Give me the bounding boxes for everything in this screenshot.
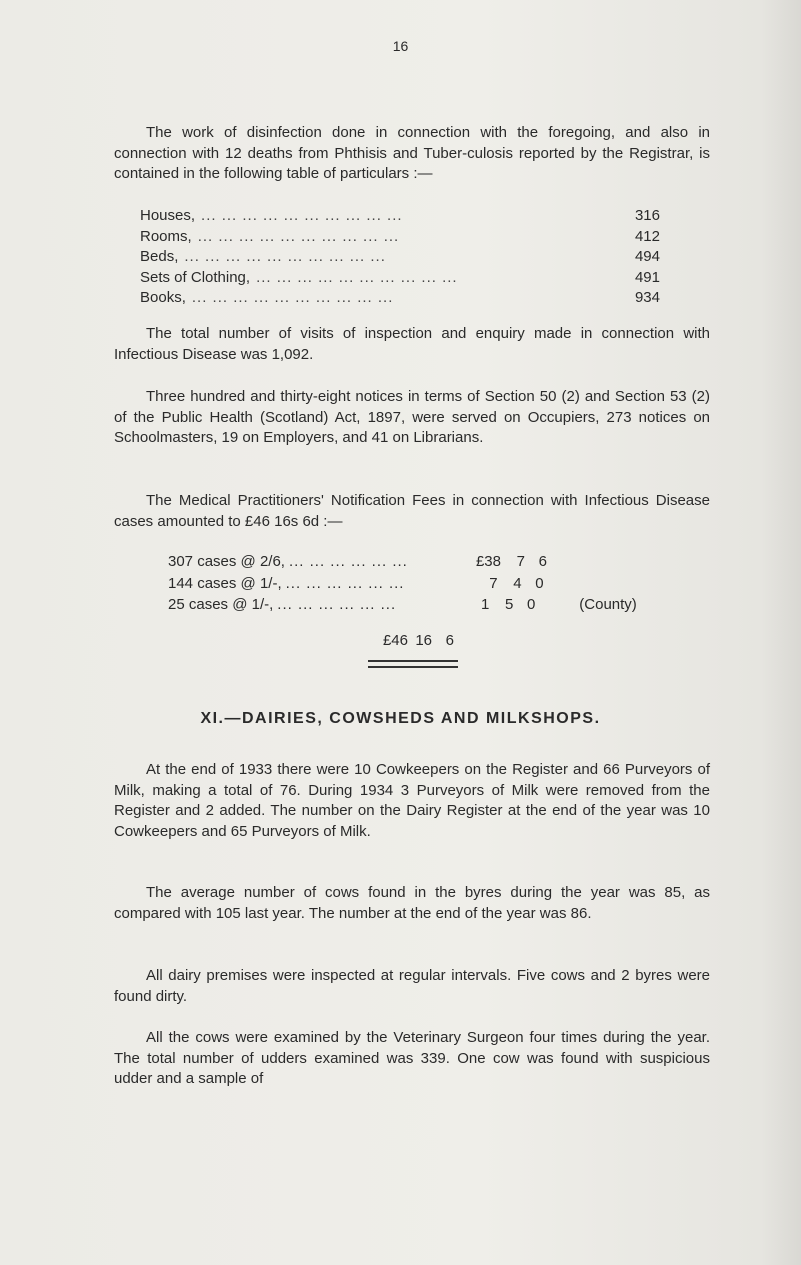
leader-dots: ... ... ... ... ... ... (285, 574, 405, 592)
fee-label: 307 cases @ 2/6, (168, 553, 285, 570)
fee-amount (461, 553, 583, 570)
fees-total (376, 632, 506, 649)
notices-paragraph: Three hundred and thirty-eight notices in terms of Section 50 (2) and Section 53 (2) of the Public Health (Scotland) Act, 1897, were served on Occupiers, 273 notices on Schoolmasters, 19 on Employers, and 41 on Librarians. (114, 388, 710, 446)
fee-label: 25 cases @ 1/-, (168, 596, 274, 613)
disinfection-table (140, 207, 660, 310)
fee-note: (County) (579, 596, 637, 613)
fee-pence: 0 (526, 596, 536, 613)
fee-amount (449, 596, 571, 613)
disinfection-row-beds (140, 248, 660, 269)
leader-dots: ... ... ... ... ... ... ... ... ... ... (191, 289, 394, 306)
dairies-paragraph-2: The average number of cows found in the byres during the year was 85, as compared with 105 last year. The number at the end of the year was 86. (114, 884, 710, 922)
disinfection-row-houses (140, 207, 660, 228)
item-label: Books, (140, 289, 186, 306)
item-label: Rooms, (140, 227, 192, 245)
item-value: 491 (634, 268, 660, 286)
fee-pounds: 1 (480, 596, 490, 613)
fee-pounds: £38 (475, 553, 501, 570)
fees-row (168, 596, 688, 618)
item-label: Houses, (140, 207, 196, 224)
fee-amount (458, 575, 580, 592)
leader-dots: ... ... ... ... ... ... ... ... ... ... (197, 227, 400, 245)
fee-label: 144 cases @ 1/-, (168, 574, 282, 592)
total-shillings: 16 (415, 632, 432, 649)
leader-dots: ... ... ... ... ... ... (277, 596, 397, 613)
item-label: Beds, (140, 248, 179, 265)
visits-paragraph: The total number of visits of inspection and enquiry made in connection with Infectious Disease was 1,092. (114, 325, 710, 363)
total-pounds: £46 (382, 632, 408, 649)
total-double-rule (368, 660, 458, 668)
fee-shillings: 5 (504, 596, 514, 613)
total-pence: 6 (445, 632, 454, 649)
dairies-paragraph-1: At the end of 1933 there were 10 Cowkeepers on the Register and 66 Purveyors of Milk, making a total of 76. During 1934 3 Purveyors of Milk were removed from the Register and 2 added. The number on the Dairy Register at the end of the year was 10 Cowkeepers and 65 Purveyors of Milk. (114, 761, 710, 840)
dairies-paragraph-3: All dairy premises were inspected at regular intervals. Five cows and 2 byres were found dirty. (114, 967, 710, 1005)
leader-dots: ... ... ... ... ... ... ... ... ... ... (201, 207, 403, 224)
disinfection-row-clothing (140, 269, 660, 290)
fee-shillings: 4 (513, 574, 522, 592)
fee-pence: 6 (538, 553, 547, 570)
fees-paragraph: The Medical Practitioners' Notification Fees in connection with Infectious Disease cases amounted to £46 16s 6d :— (114, 492, 710, 530)
fees-table (168, 553, 688, 618)
leader-dots: ... ... ... ... ... ... (288, 553, 408, 570)
section-heading: XI.—DAIRIES, COWSHEDS AND MILKSHOPS. (200, 710, 601, 727)
item-value: 494 (634, 248, 660, 265)
leader-dots: ... ... ... ... ... ... ... ... ... ... (256, 268, 458, 286)
page-number: 16 (392, 38, 409, 54)
fee-shillings: 7 (516, 553, 525, 570)
dairies-paragraph-4: All the cows were examined by the Veterinary Surgeon four times during the year. The total number of udders examined was 339. One cow was found with suspicious udder and a sample of (114, 1029, 710, 1087)
intro-paragraph: The work of disinfection done in connection with the foregoing, and also in connection with 12 deaths from Phthisis and Tuber-culosis reported by the Registrar, is contained in the following table of particulars :— (114, 124, 710, 182)
leader-dots: ... ... ... ... ... ... ... ... ... ... (184, 248, 386, 265)
fees-row (168, 575, 688, 597)
fee-pounds: 7 (489, 574, 498, 592)
fees-row (168, 553, 688, 575)
item-value: 316 (634, 207, 660, 224)
disinfection-row-books (140, 289, 660, 310)
fee-pence: 0 (535, 574, 544, 592)
item-value: 412 (634, 227, 660, 245)
item-value: 934 (634, 289, 660, 306)
item-label: Sets of Clothing, (140, 268, 251, 286)
disinfection-row-rooms (140, 228, 660, 249)
